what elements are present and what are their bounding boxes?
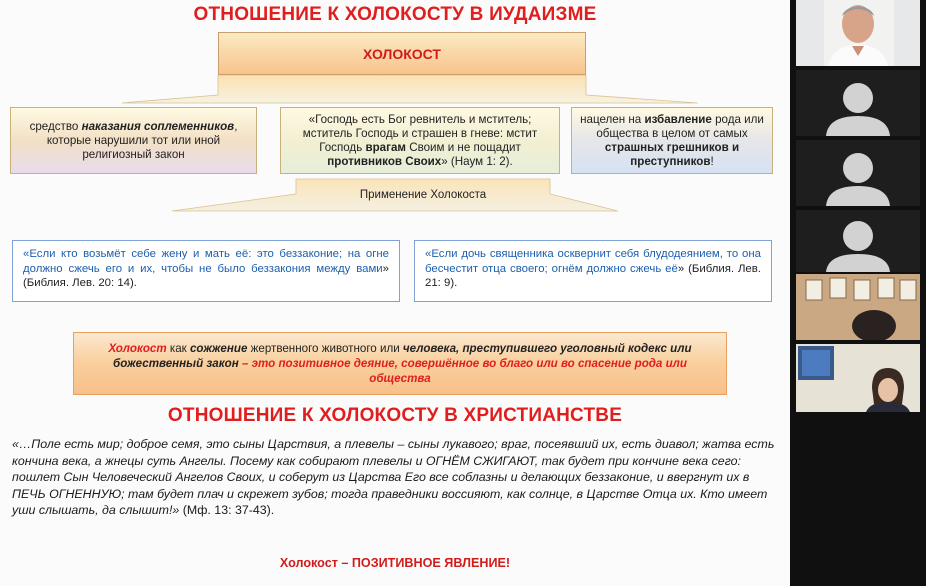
definition-conclusion: это позитивное деяние, совершённое во благо или во спасение рода или общества <box>251 357 687 385</box>
box-middle-bold-2: противников Своих <box>327 154 442 168</box>
avatar-placeholder-icon <box>796 210 920 272</box>
box-right-bold-2: страшных грешников и преступников <box>604 140 740 168</box>
participant-video-6 <box>796 344 920 412</box>
participant-tile-3[interactable] <box>796 140 920 206</box>
matthew-quote-text: «…Поле есть мир; доброе семя, это сыны Царствия, а плевелы – сыны лукавого; враг, посеявший их, есть диавол; жатва есть кончина века, а жнецы суть Ангелы. Посему как собирают плевелы и ОГНЁМ СЖИГАЮТ, так будет при кончине века сего: пошлет Сын Человеческий Ангелов Своих, и соберут из Царства Его все соблазны и делающих беззаконие, и ввергнут их в ПЕЧЬ ОГНЕННУЮ; там будет плач и скрежет зубов; тогда праведники воссияют, как солнце, в Царстве Отца их. Кто имеет уши слышать, да слышит!» <box>12 437 775 517</box>
box-punishment <box>10 107 257 174</box>
definition-box <box>73 332 727 395</box>
quote-right-text: «Если дочь священника осквернит себя блудодеянием, то она бесчестит отца своего; огнём должно сжечь её <box>425 248 761 275</box>
avatar-placeholder-icon <box>796 70 920 136</box>
definition-term: Холокост <box>108 342 167 355</box>
box-deliverance <box>571 107 773 174</box>
quote-leviticus-20 <box>12 240 400 302</box>
participant-tile-2[interactable] <box>796 70 920 136</box>
participant-tile-4[interactable] <box>796 210 920 272</box>
participant-tile-1[interactable] <box>796 0 920 66</box>
matthew-quote <box>12 436 778 519</box>
box-left-emphasis: наказания соплеменников <box>81 119 235 133</box>
quote-right-source: » (Библия. Лев. 21: 9). <box>425 262 761 290</box>
holocaust-header-box <box>218 32 586 75</box>
conclusion-term: Холокост <box>279 556 338 570</box>
definition-person: человека, преступившего уголовный кодекс или божественный закон <box>113 342 692 370</box>
box-left-text-2: , которые нарушили тот или иной религиозный закон <box>46 119 238 161</box>
box-right-text-1: нацелен на <box>580 112 645 126</box>
connector-shape <box>120 75 700 105</box>
definition-text-2: жертвенного животного или <box>247 342 403 355</box>
holocaust-header-text: ХОЛОКОСТ <box>363 45 441 62</box>
box-nahum-quote <box>280 107 560 174</box>
matthew-quote-source: (Мф. 13: 37-43). <box>179 503 275 517</box>
avatar-placeholder-icon <box>796 140 920 206</box>
quote-left-text: «Если кто возьмёт себе жену и мать её: это беззаконие; на огне должно сжечь его и их, чтобы не было беззакония между вами <box>23 248 389 275</box>
box-right-text-3: ! <box>710 154 714 168</box>
definition-burning: сожжение <box>189 342 248 355</box>
definition-dash: – <box>238 357 252 370</box>
box-middle-bold-1: врагам <box>365 140 406 154</box>
conclusion-text: – ПОЗИТИВНОЕ ЯВЛЕНИЕ! <box>337 556 511 570</box>
participant-video-1 <box>796 0 920 66</box>
box-middle-text-1: «Господь есть Бог ревнитель и мститель; мститель Господь и страшен в гневе: мстит Господь <box>302 112 538 154</box>
box-left-text-1: средство <box>29 119 82 133</box>
conclusion-line <box>0 556 790 570</box>
quote-left-source: » (Библия. Лев. 20: 14). <box>23 262 389 290</box>
box-right-text-2: рода или общества в целом от самых <box>596 112 764 140</box>
participants-panel <box>790 0 926 586</box>
box-middle-text-2: Своим и не пощадит <box>405 140 521 154</box>
title-judaism: ОТНОШЕНИЕ К ХОЛОКОСТУ В ИУДАИЗМЕ <box>193 4 597 25</box>
participant-tile-6[interactable] <box>796 344 920 412</box>
box-middle-text-3: » (Наум 1: 2). <box>441 154 513 168</box>
quote-leviticus-21 <box>414 240 772 302</box>
box-right-bold-1: избавление <box>644 112 712 126</box>
participant-tile-5[interactable] <box>796 274 920 340</box>
definition-text-1: как <box>166 342 190 355</box>
title-christianity: ОТНОШЕНИЕ К ХОЛОКОСТУ В ХРИСТИАНСТВЕ <box>167 405 623 426</box>
participant-video-5 <box>796 274 920 340</box>
application-label: Применение Холокоста <box>359 189 487 201</box>
